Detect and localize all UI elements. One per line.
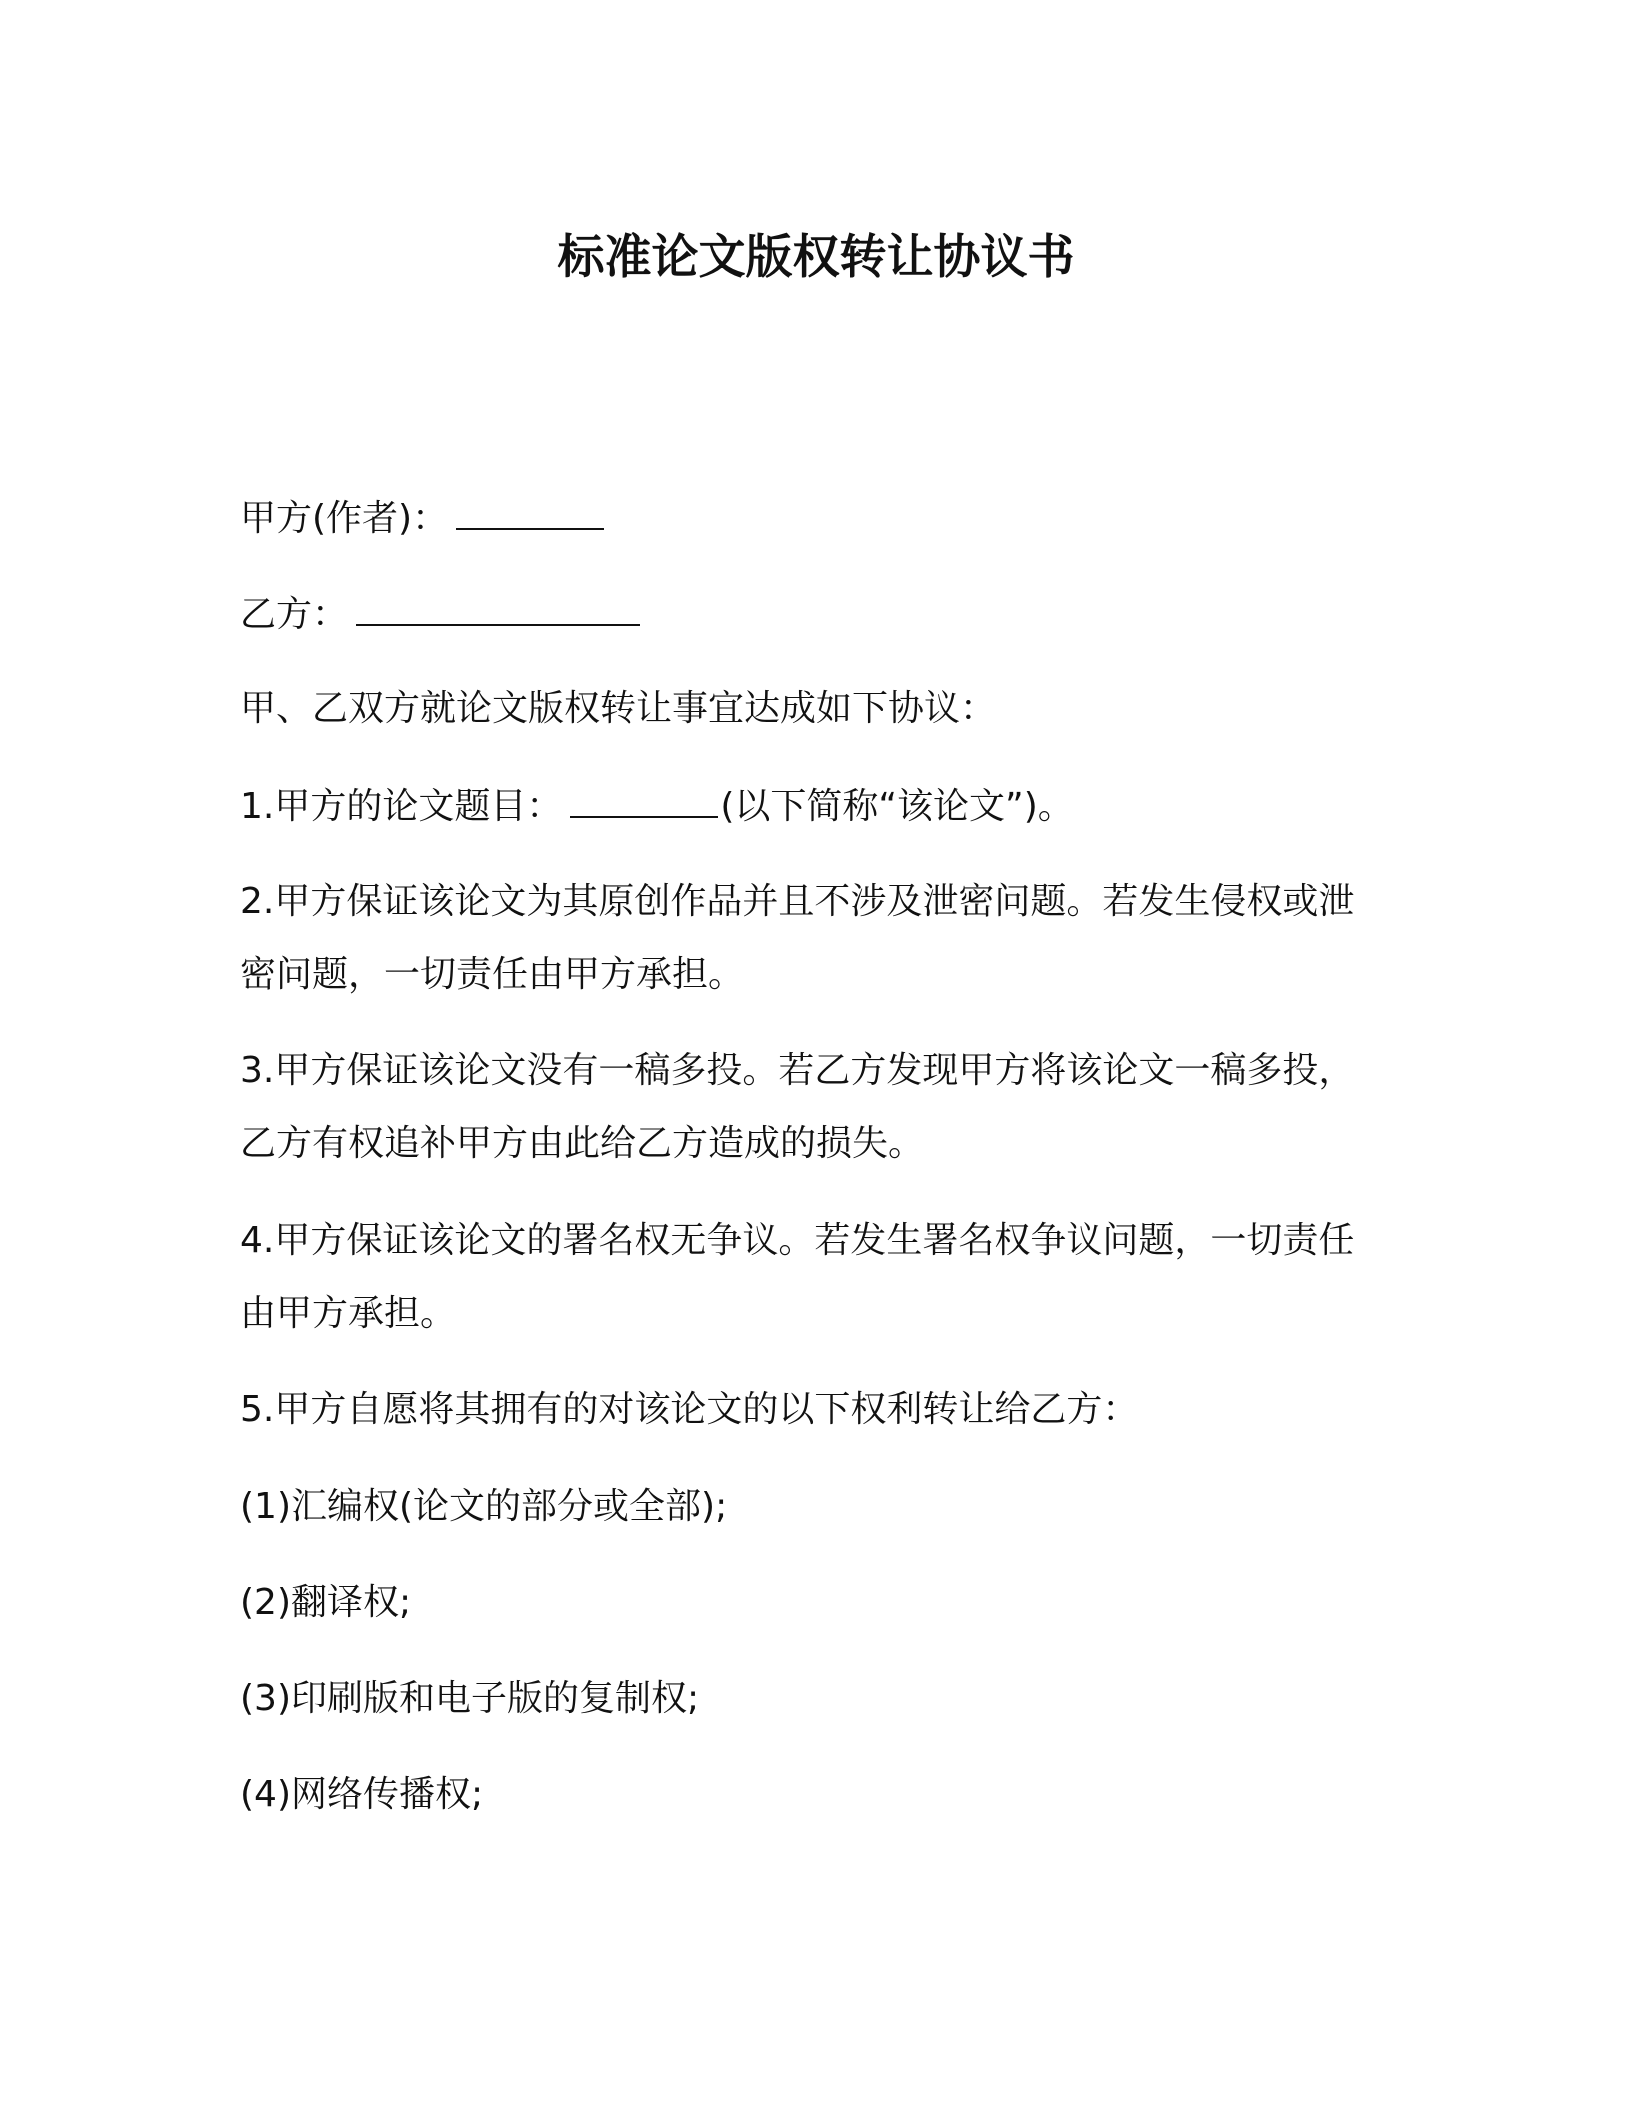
party-a-blank [456, 492, 604, 530]
party-b-line [240, 588, 640, 640]
document-title: 标准论文版权转让协议书 [557, 230, 1075, 285]
clause-1-suffix: (以下简称“该论文”)。 [720, 786, 1074, 827]
clause-2-line-2: 密问题，一切责任由甲方承担。 [240, 954, 745, 995]
right-item-translation: (2)翻译权; [240, 1582, 412, 1623]
right-item-reproduction: (3)印刷版和电子版的复制权; [240, 1678, 700, 1719]
party-a-label: 甲方(作者)： [240, 498, 449, 539]
clause-3-line-2: 乙方有权追补甲方由此给乙方造成的损失。 [240, 1123, 925, 1164]
clause-4-line-2: 由甲方承担。 [240, 1293, 457, 1334]
right-item-compilation: (1)汇编权(论文的部分或全部); [240, 1486, 728, 1527]
party-b-label: 乙方： [240, 594, 349, 635]
party-a-line [240, 492, 604, 544]
clause-1-prefix: 1.甲方的论文题目： [240, 786, 563, 827]
clause-4-line-1: 4.甲方保证该论文的署名权无争议。若发生署名权争议问题，一切责任 [240, 1220, 1355, 1261]
thesis-title-blank [570, 780, 718, 818]
party-b-blank [356, 588, 640, 626]
clause-1 [240, 780, 1074, 832]
right-item-network: (4)网络传播权; [240, 1774, 484, 1815]
clause-3-line-1: 3.甲方保证该论文没有一稿多投。若乙方发现甲方将该论文一稿多投， [240, 1050, 1355, 1091]
intro-text: 甲、乙双方就论文版权转让事宜达成如下协议： [240, 688, 997, 729]
clause-5: 5.甲方自愿将其拥有的对该论文的以下权利转让给乙方： [240, 1389, 1139, 1430]
clause-2-line-1: 2.甲方保证该论文为其原创作品并且不涉及泄密问题。若发生侵权或泄 [240, 881, 1355, 922]
